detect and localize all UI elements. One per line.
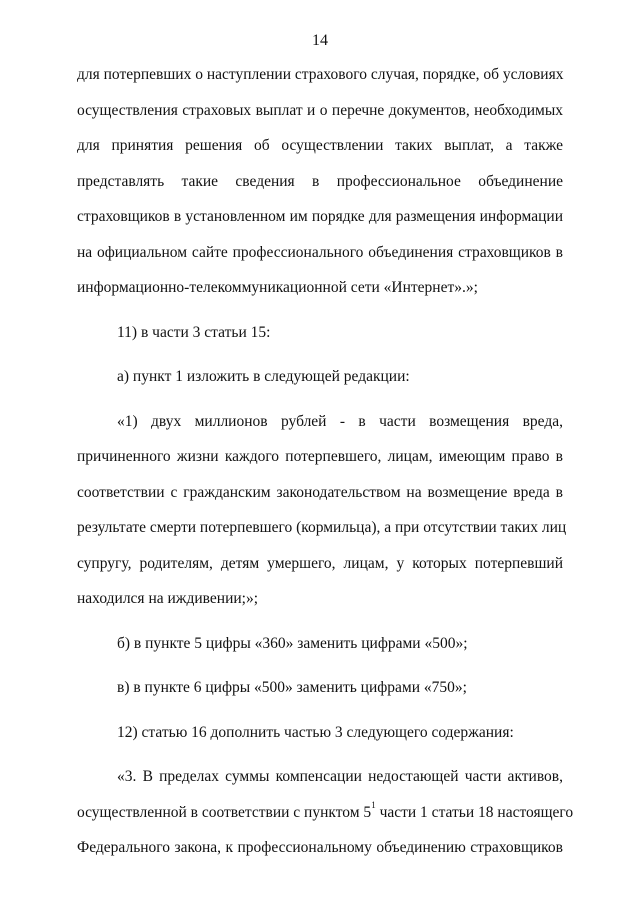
text-line: для принятия решения об осуществлении таких выплат, а также xyxy=(77,137,563,154)
text-line: в) в пункте 6 цифры «500» заменить цифрами «750»; xyxy=(117,679,467,696)
text-line: представлять такие сведения в профессиональное объединение xyxy=(77,172,563,190)
text-segment: осуществленной в соответствии с пунктом 5 xyxy=(77,803,372,821)
superscript: 1 xyxy=(371,800,376,811)
text-line: «3. В пределах суммы компенсации недостающей части активов, xyxy=(117,768,563,785)
text-line: причиненного жизни каждого потерпевшего, лицам, имеющим право в xyxy=(77,448,563,465)
document-body xyxy=(77,57,574,866)
text-line: соответствии с гражданским законодательством на возмещение вреда в xyxy=(77,483,563,501)
text-line: на официальном сайте профессионального объединения страховщиков в xyxy=(77,243,563,261)
text-segment: части 1 статьи 18 настоящего xyxy=(375,803,574,821)
text-line: осуществления страховых выплат и о перечне документов, необходимых xyxy=(77,101,563,119)
text-line: страховщиков в установленном им порядке для размещения информации xyxy=(77,208,563,225)
text-line: Федерального закона, к профессиональному объединению страховщиков xyxy=(77,839,563,856)
text-line: результате смерти потерпевшего (кормильца), а при отсутствии таких лиц xyxy=(77,519,567,536)
text-line: информационно-телекоммуникационной сети «Интернет».»; xyxy=(77,279,478,296)
text-line: б) в пункте 5 цифры «360» заменить цифрами «500»; xyxy=(117,634,468,652)
text-line: 11) в части 3 статьи 15: xyxy=(117,323,271,341)
text-line: находился на иждивении;»; xyxy=(77,590,259,607)
page-number: 14 xyxy=(312,32,328,49)
text-line: «1) двух миллионов рублей - в части возмещения вреда, xyxy=(117,412,563,430)
text-line: супругу, родителям, детям умершего, лицам, у которых потерпевший xyxy=(77,554,563,572)
text-line xyxy=(77,795,574,831)
text-line: а) пункт 1 изложить в следующей редакции: xyxy=(117,368,410,385)
text-line: 12) статью 16 дополнить частью 3 следующего содержания: xyxy=(117,723,514,741)
text-line: для потерпевших о наступлении страхового случая, порядке, об условиях xyxy=(77,66,564,83)
